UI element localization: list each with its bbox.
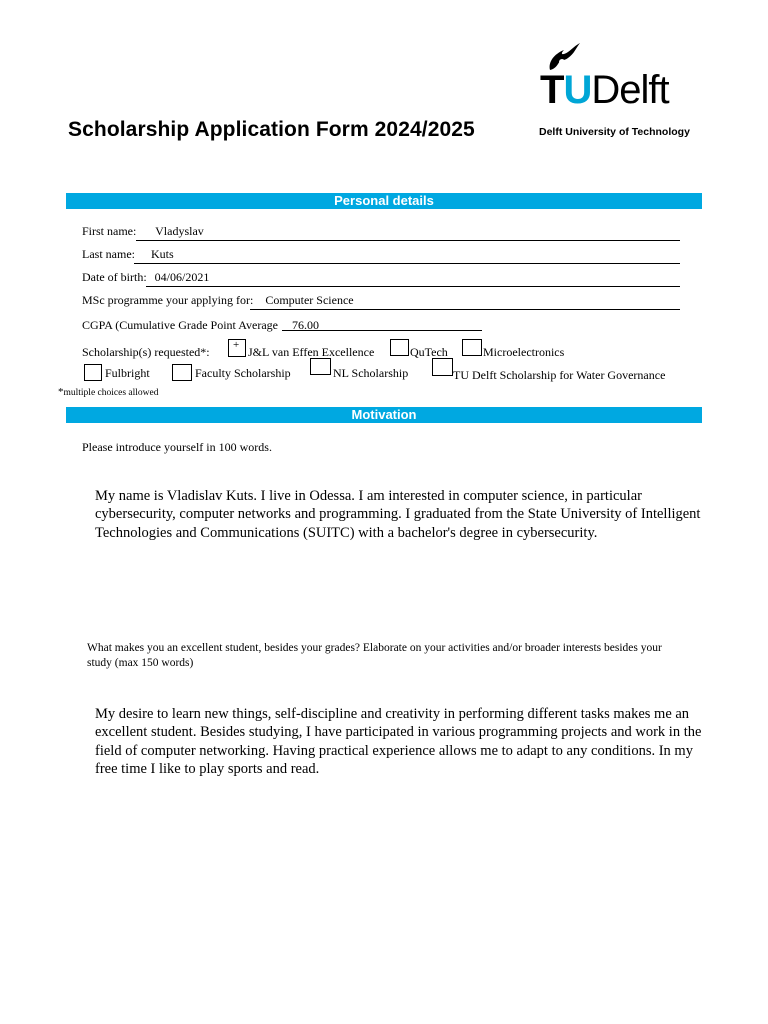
first-name-underline xyxy=(136,240,680,241)
checkbox-fulbright[interactable] xyxy=(84,364,102,381)
cgpa-underline xyxy=(282,330,482,331)
section-title-motivation: Motivation xyxy=(351,407,417,422)
dob-label: Date of birth: xyxy=(82,270,147,284)
dob-row xyxy=(82,270,209,285)
last-name-value[interactable]: Kuts xyxy=(150,247,174,261)
answer-excellence[interactable]: My desire to learn new things, self-discipline and creativity in performing different tasks makes me an excellent student. Besides studying, I have participated in various programming projects and work in the field of computer networking. Having practical experience allows me to adapt to any conditions. In my free time I like to play sports and read. xyxy=(95,706,702,777)
last-name-label: Last name: xyxy=(82,247,135,261)
logo-delft: Delft xyxy=(591,68,669,112)
checkbox-nl[interactable] xyxy=(310,358,331,375)
option-qutech: QuTech xyxy=(410,345,448,359)
question-introduce: Please introduce yourself in 100 words. xyxy=(82,440,272,454)
logo-t: T xyxy=(540,68,564,112)
option-water-governance: TU Delft Scholarship for Water Governance xyxy=(453,368,666,382)
msc-underline xyxy=(250,309,680,310)
option-nl: NL Scholarship xyxy=(333,366,409,380)
question-excellence: What makes you an excellent student, besides your grades? Elaborate on your activities and/or broader interests besides your study (max 150 words) xyxy=(87,642,662,669)
section-title-personal: Personal details xyxy=(334,193,434,208)
dob-value[interactable]: 04/06/2021 xyxy=(154,270,210,284)
dob-underline xyxy=(146,286,680,287)
msc-row xyxy=(82,293,354,308)
logo-wordmark xyxy=(540,70,669,110)
msc-label: MSc programme your applying for: xyxy=(82,293,254,307)
checkbox-qutech[interactable] xyxy=(390,339,409,356)
last-name-row xyxy=(82,247,174,262)
section-header-motivation xyxy=(66,407,702,423)
logo-u: U xyxy=(563,68,592,112)
cgpa-label: CGPA (Cumulative Grade Point Average xyxy=(82,318,278,332)
option-faculty: Faculty Scholarship xyxy=(195,366,291,380)
last-name-underline xyxy=(134,263,680,264)
option-jl-van-effen: J&L van Effen Excellence xyxy=(248,345,375,359)
option-fulbright: Fulbright xyxy=(105,366,150,380)
footnote-text: multiple choices allowed xyxy=(63,388,159,398)
footnote xyxy=(58,386,158,398)
msc-value[interactable]: Computer Science xyxy=(265,293,354,307)
option-microelectronics: Microelectronics xyxy=(483,345,565,359)
form-title: Scholarship Application Form 2024/2025 xyxy=(68,118,475,141)
first-name-row xyxy=(82,224,204,239)
answer-introduce[interactable]: My name is Vladislav Kuts. I live in Odessa. I am interested in computer science, in particular cybersecurity, computer networks and programming. I graduated from the State University of Intelligent Technologies and Communications (SUITC) with a bachelor's degree in cybersecurity. xyxy=(95,488,701,541)
checkbox-microelectronics[interactable] xyxy=(462,339,482,356)
checkbox-jl-van-effen[interactable] xyxy=(228,339,246,357)
tu-delft-logo xyxy=(536,42,704,142)
footnote-star: * xyxy=(58,386,64,398)
scholarship-label: Scholarship(s) requested*: xyxy=(82,345,210,359)
checkbox-water-governance[interactable] xyxy=(432,358,453,376)
section-header-personal xyxy=(66,193,702,209)
cgpa-value[interactable]: 76.00 xyxy=(291,318,319,332)
logo-subtitle: Delft University of Technology xyxy=(539,126,690,138)
checkbox-faculty[interactable] xyxy=(172,364,192,381)
first-name-value[interactable]: Vladyslav xyxy=(155,224,204,238)
first-name-label: First name: xyxy=(82,224,137,238)
